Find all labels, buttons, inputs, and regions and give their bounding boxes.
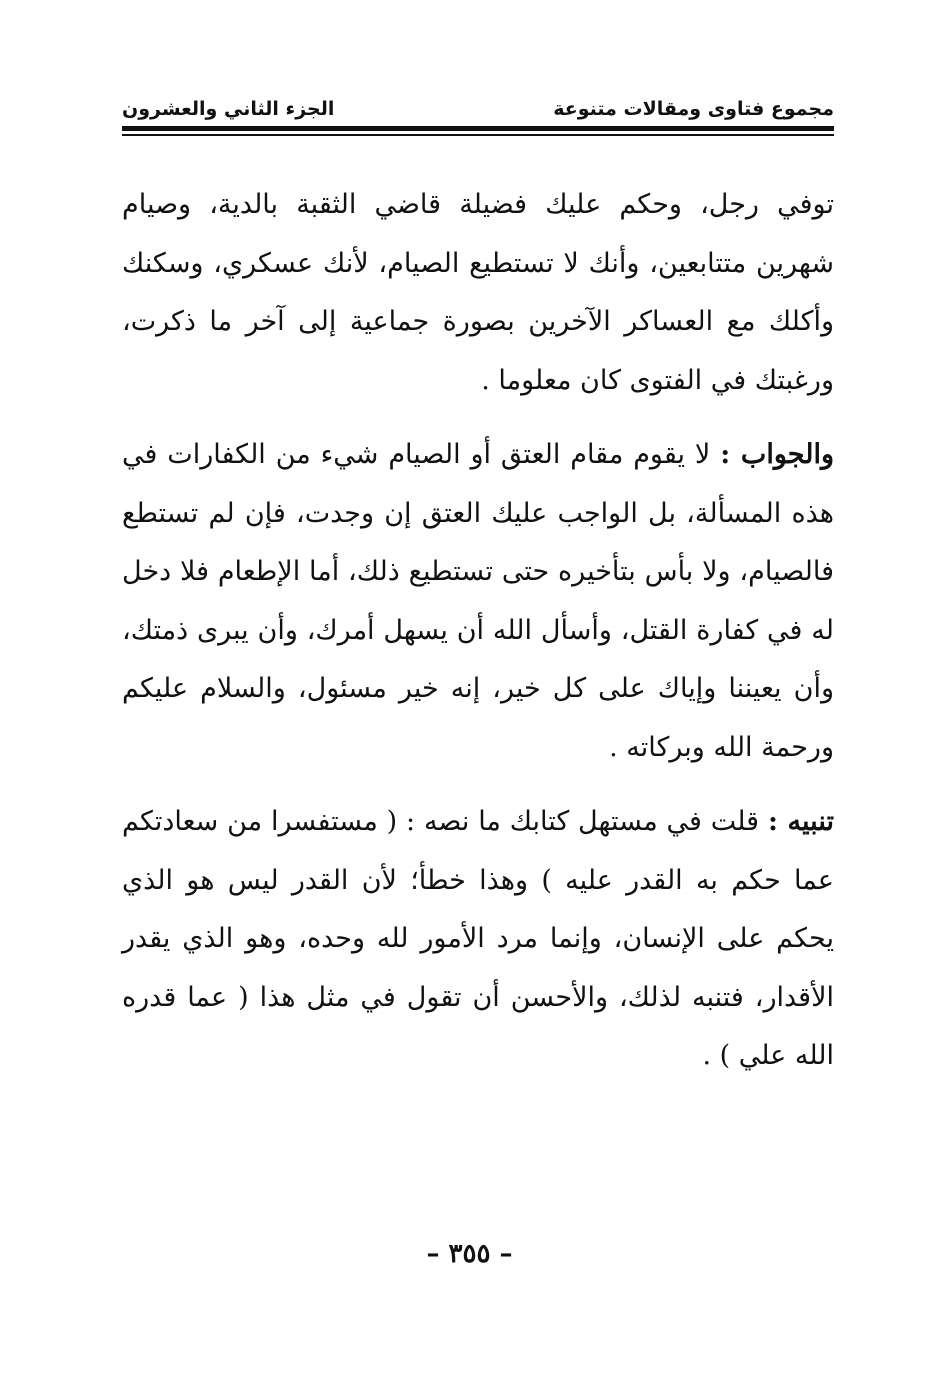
body-text	[122, 176, 834, 1086]
running-header	[122, 88, 834, 122]
header-rule-thin	[122, 134, 834, 136]
header-rule-thick	[122, 126, 834, 131]
paragraph-note	[122, 793, 834, 1086]
paragraph-question	[122, 176, 834, 410]
note-lead: تنبيه :	[767, 806, 834, 837]
paragraph-text: توفي رجل، وحكم عليك فضيلة قاضي الثقبة بالدية، وصيام شهرين متتابعين، وأنك لا تستطيع الصيام، لأنك عسكري، وسكنك وأكلك مع العساكر الآخرين بصورة جماعية إلى آخر ما ذكرت، ورغبتك في الفتوى كان معلوما .	[122, 189, 834, 396]
paragraph-answer	[122, 426, 834, 777]
paragraph-text: قلت في مستهل كتابك ما نصه : ( مستفسرا من سعادتكم عما حكم به القدر عليه ) وهذا خطأ؛ لأن القدر ليس هو الذي يحكم على الإنسان، وإنما مرد الأمور لله وحده، وهو الذي يقدر الأقدار، فتنبه لذلك، والأحسن أن تقول في مثل هذا ( عما قدره الله علي ) .	[122, 806, 834, 1071]
volume-label: الجزء الثاني والعشرون	[122, 98, 335, 120]
page-number: – ٣٥٥ –	[426, 1239, 513, 1269]
answer-lead: والجواب :	[720, 439, 834, 470]
book-title: مجموع فتاوى ومقالات متنوعة	[553, 98, 834, 120]
paragraph-text: لا يقوم مقام العتق أو الصيام شيء من الكفارات في هذه المسألة، بل الواجب عليك العتق إن وجدت، فإن لم تستطع فالصيام، ولا بأس بتأخيره حتى تستطيع ذلك، أما الإطعام فلا دخل له في كفارة القتل، وأسأل الله أن يسهل أمرك، وأن يبرى ذمتك، وأن يعيننا وإياك على كل خير، إنه خير مسئول، والسلام عليكم ورحمة الله وبركاته .	[122, 439, 834, 763]
